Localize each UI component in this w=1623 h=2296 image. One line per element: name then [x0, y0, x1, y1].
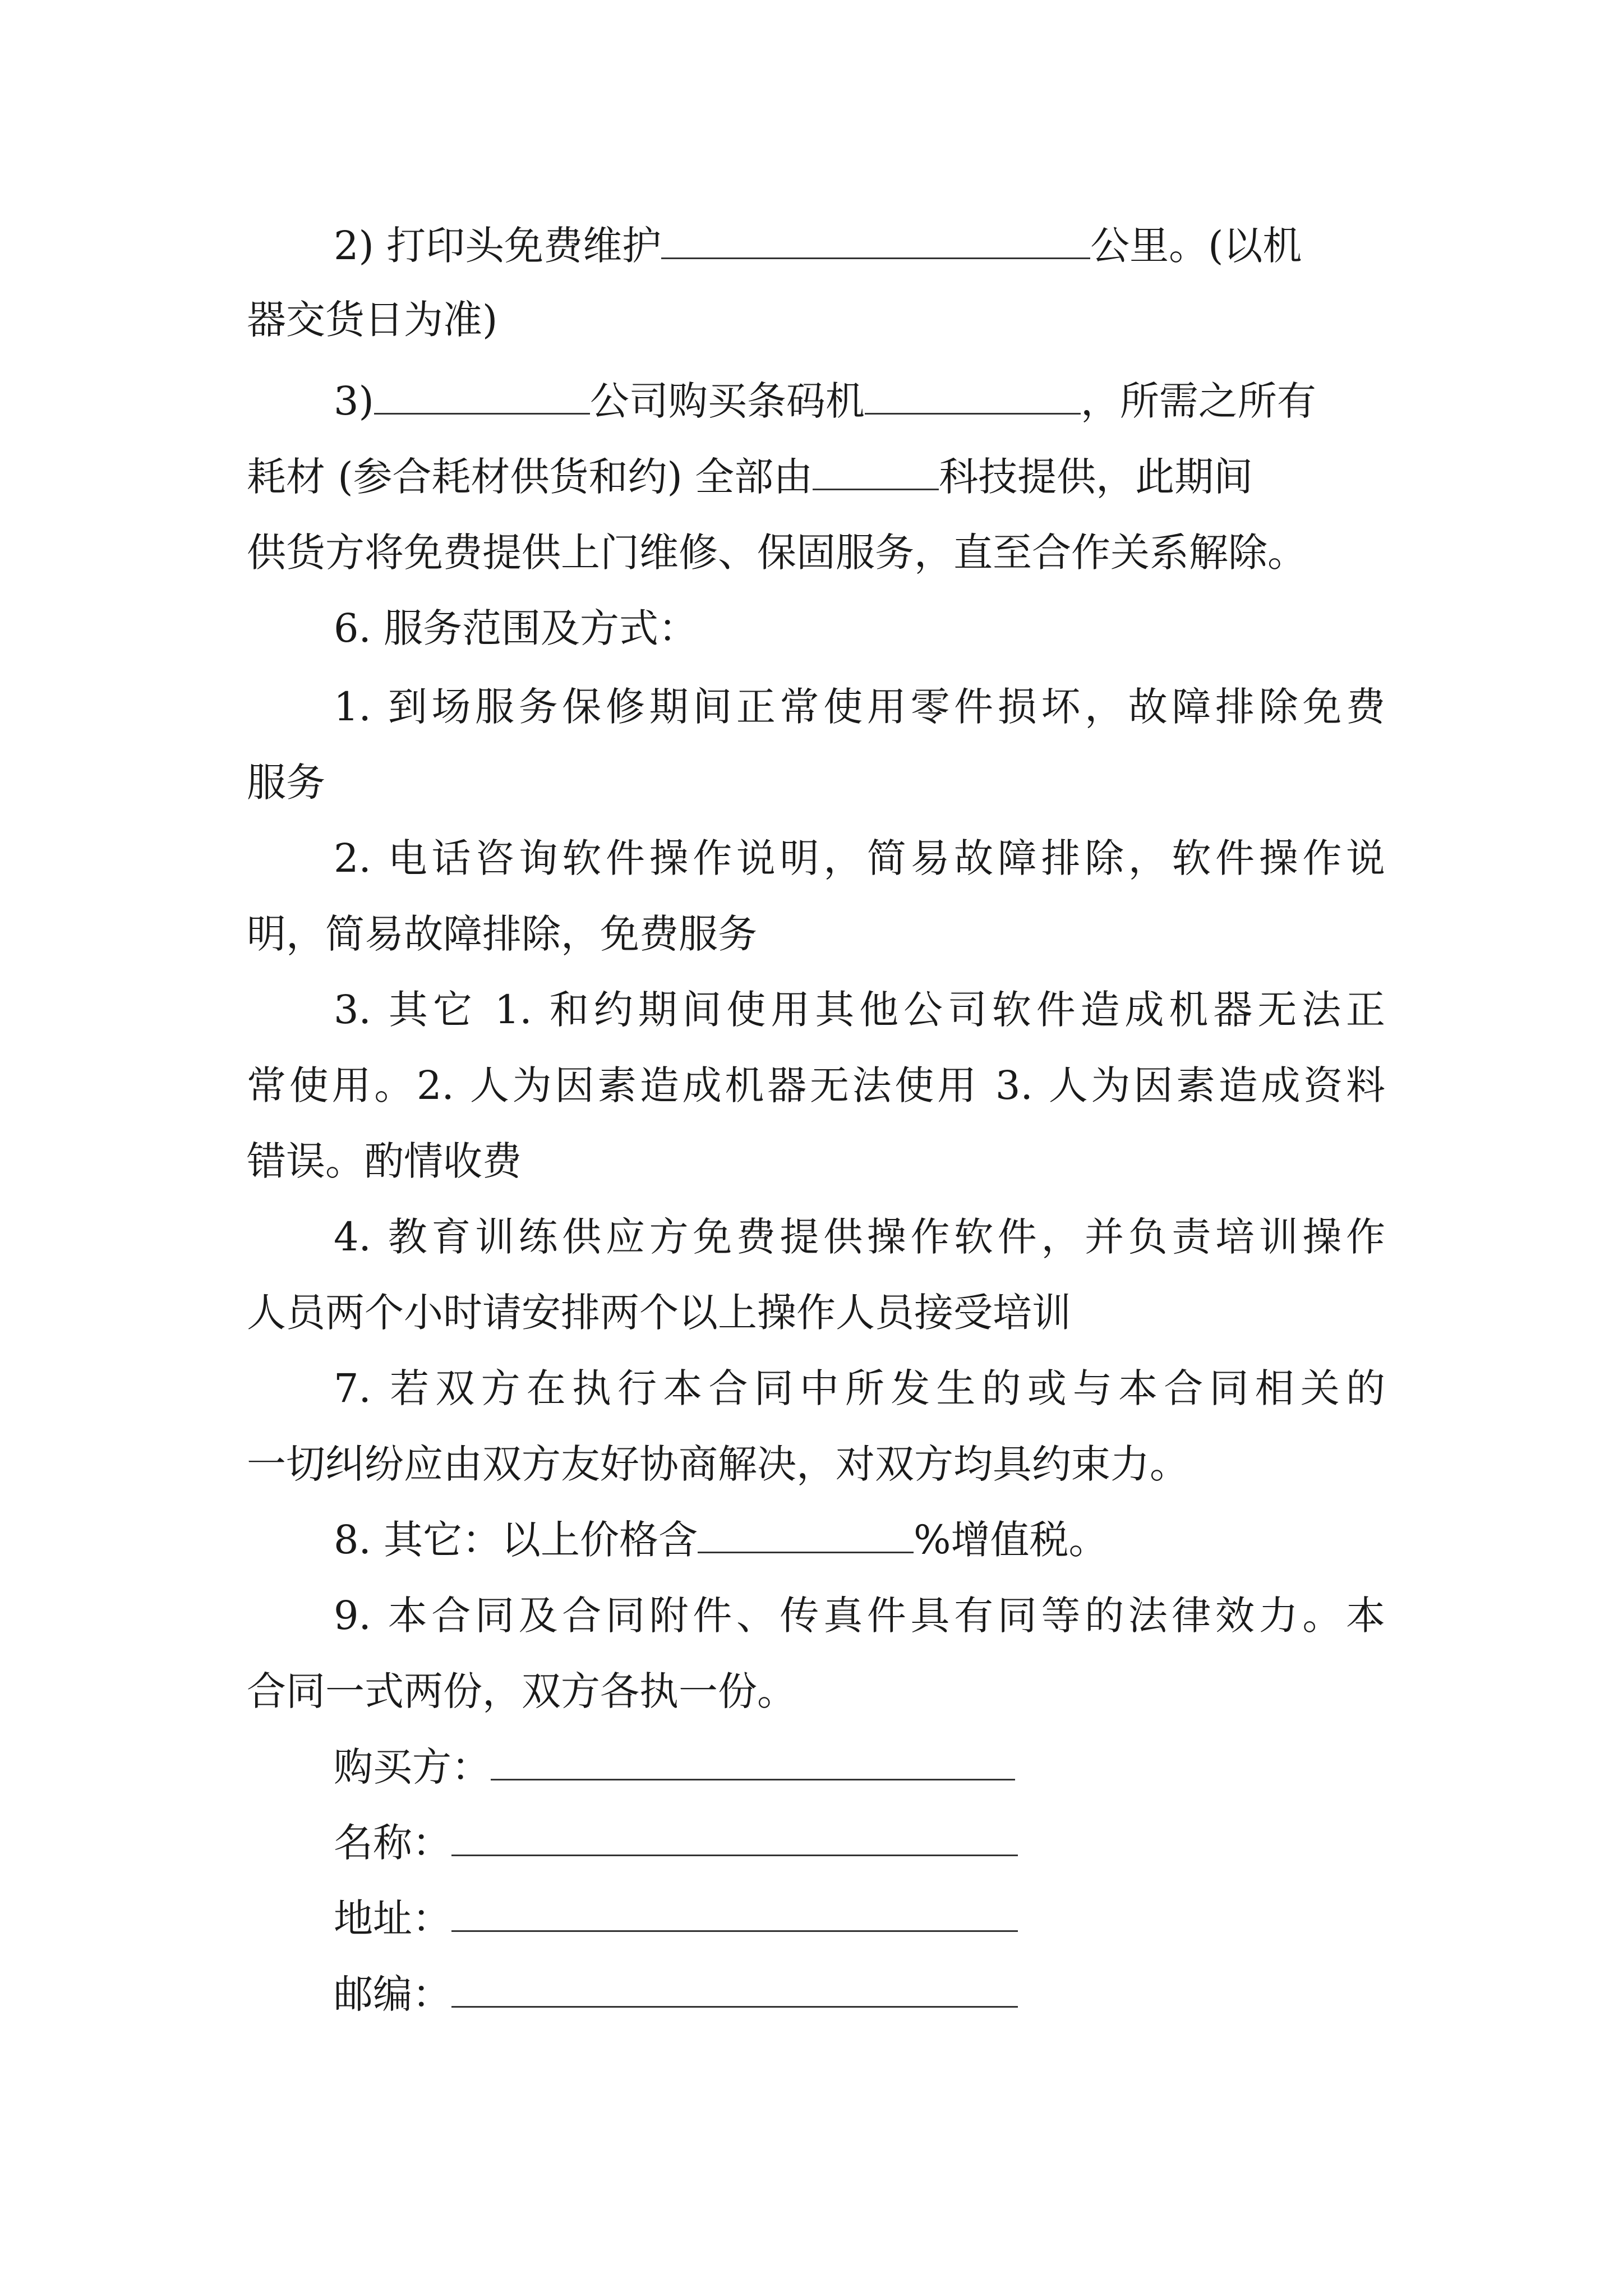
buyer-label: 购买方： — [334, 1744, 491, 1790]
postcode-row — [334, 1966, 1385, 2022]
buyer-field[interactable] — [491, 1744, 1015, 1780]
address-field[interactable] — [451, 1895, 1018, 1932]
s6-1-line-2: 服务 — [247, 760, 325, 806]
section-7-line-1: 7. 若双方在执行本合同中所发生的或与本合同相关的 — [334, 1365, 1385, 1411]
item-2-line-2: 器交货日为准) — [247, 297, 498, 343]
postcode-field[interactable] — [451, 1971, 1018, 2008]
s6-4-line-1: 4. 教育训练供应方免费提供操作软件，并负责培训操作 — [334, 1214, 1385, 1260]
s6-2-line-1: 2. 电话咨询软件操作说明，简易故障排除，软件操作说 — [334, 835, 1385, 881]
section-8-suffix: %增值税。 — [914, 1517, 1108, 1563]
section-8-line — [334, 1512, 1385, 1568]
s6-3-line-2: 常使用。2. 人为因素造成机器无法使用 3. 人为因素造成资料 — [247, 1062, 1385, 1108]
name-field[interactable] — [451, 1820, 1018, 1856]
item-3-mid2: ，所需之所有 — [1080, 378, 1316, 424]
s6-3-line-3: 错误。酌情收费 — [247, 1138, 522, 1184]
item-3-line-2 — [247, 449, 1385, 505]
address-label: 地址： — [334, 1895, 451, 1941]
section-6-heading: 6. 服务范围及方式： — [334, 605, 698, 651]
address-row — [334, 1890, 1385, 1947]
item-2-prefix: 2) 打印头免费维护 — [334, 223, 662, 269]
section-9-line-1: 9. 本合同及合同附件、传真件具有同等的法律效力。本 — [334, 1593, 1385, 1639]
section-7-line-2: 一切纠纷应由双方友好协商解决，对双方均具约束力。 — [247, 1441, 1189, 1487]
item-2-line-1 — [334, 218, 1385, 274]
name-row — [334, 1815, 1385, 1871]
s6-1-line-1: 1. 到场服务保修期间正常使用零件损坏，故障排除免费 — [334, 684, 1385, 730]
name-label: 名称： — [334, 1820, 451, 1866]
section-9-line-2: 合同一式两份，双方各执一份。 — [247, 1668, 796, 1714]
postcode-label: 邮编： — [334, 1971, 451, 2017]
item-3-supplier-blank[interactable] — [813, 454, 939, 490]
s6-2-line-2: 明，简易故障排除，免费服务 — [247, 911, 757, 957]
s6-4-line-2: 人员两个小时请安排两个以上操作人员接受培训 — [247, 1290, 1071, 1336]
item-3-line-3: 供货方将免费提供上门维修、保固服务，直至合作关系解除。 — [247, 530, 1307, 576]
item-3-line-2-a: 耗材 (参合耗材供货和约) 全部由 — [247, 454, 813, 500]
s6-3-line-1: 3. 其它 1. 和约期间使用其他公司软件造成机器无法正 — [334, 987, 1385, 1033]
item-3-prefix: 3) — [334, 378, 374, 424]
item-3-line-2-b: 科技提供，此期间 — [939, 454, 1253, 500]
item-3-line-1 — [334, 373, 1385, 429]
item-3-mid1: 公司购买条码机 — [589, 378, 865, 424]
item-2-suffix: 公里。(以机 — [1090, 223, 1302, 269]
vat-rate-blank[interactable] — [698, 1517, 914, 1553]
section-8-prefix: 8. 其它：以上价格含 — [334, 1517, 698, 1563]
item-2-blank[interactable] — [661, 223, 1090, 259]
item-3-company-blank[interactable] — [374, 378, 590, 415]
buyer-row — [334, 1739, 1385, 1795]
item-3-model-blank[interactable] — [865, 378, 1081, 415]
